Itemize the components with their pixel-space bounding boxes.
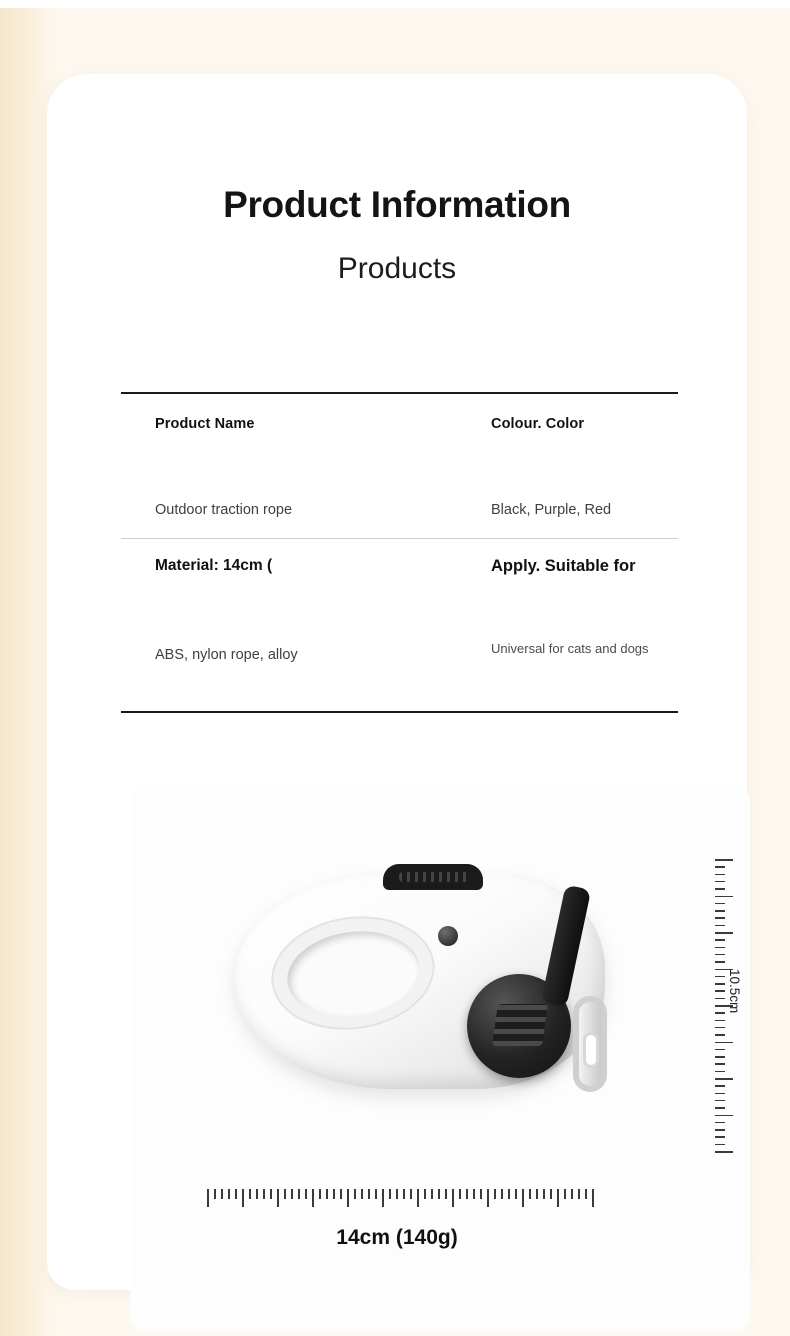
ruler-tick bbox=[571, 1189, 573, 1199]
ruler-tick bbox=[715, 1078, 733, 1080]
ruler-tick bbox=[715, 1115, 733, 1117]
cell-colour-value: Black, Purple, Red bbox=[491, 502, 612, 518]
ruler-tick bbox=[459, 1189, 461, 1199]
table-row-values-1 bbox=[121, 460, 678, 538]
ruler-tick bbox=[347, 1189, 349, 1207]
ruler-tick bbox=[382, 1189, 384, 1207]
ruler-tick bbox=[291, 1189, 293, 1199]
cell-product-name-header: Product Name bbox=[155, 416, 255, 432]
ruler-tick bbox=[715, 1049, 725, 1051]
ruler-tick bbox=[431, 1189, 433, 1199]
ruler-tick bbox=[256, 1189, 258, 1199]
ruler-tick bbox=[473, 1189, 475, 1199]
ruler-tick bbox=[585, 1189, 587, 1199]
ruler-tick bbox=[312, 1189, 314, 1207]
ruler-tick bbox=[480, 1189, 482, 1199]
product-illustration bbox=[130, 804, 750, 1164]
ruler-tick bbox=[715, 1056, 725, 1058]
ruler-tick bbox=[529, 1189, 531, 1199]
ruler-tick bbox=[715, 917, 725, 919]
ruler-tick bbox=[715, 1122, 725, 1124]
ruler-tick bbox=[715, 1012, 725, 1014]
ruler-tick bbox=[715, 859, 733, 861]
ruler-tick bbox=[305, 1189, 307, 1199]
table-row-headers-1 bbox=[121, 394, 678, 460]
cell-apply-value: Universal for cats and dogs bbox=[491, 641, 649, 656]
ruler-tick bbox=[564, 1189, 566, 1199]
ruler-tick bbox=[277, 1189, 279, 1207]
ruler-tick bbox=[242, 1189, 244, 1207]
ruler-tick bbox=[715, 1129, 725, 1131]
cell-product-name-value: Outdoor traction rope bbox=[155, 502, 293, 518]
ruler-tick bbox=[354, 1189, 356, 1199]
ruler-tick bbox=[361, 1189, 363, 1199]
retractable-leash-graphic bbox=[235, 864, 655, 1114]
ruler-tick bbox=[715, 1100, 725, 1102]
ruler-tick bbox=[445, 1189, 447, 1199]
ruler-tick bbox=[207, 1189, 209, 1207]
ruler-tick bbox=[715, 1071, 725, 1073]
product-dimension-label: 14cm (140g) bbox=[336, 1226, 458, 1249]
ruler-tick bbox=[424, 1189, 426, 1199]
ruler-tick bbox=[715, 1027, 725, 1029]
ruler-tick bbox=[536, 1189, 538, 1199]
ruler-tick bbox=[715, 998, 725, 1000]
ruler-tick bbox=[375, 1189, 377, 1199]
ruler-tick bbox=[396, 1189, 398, 1199]
table-rule-bottom bbox=[121, 711, 678, 713]
ruler-tick bbox=[715, 896, 733, 898]
ruler-tick bbox=[715, 881, 725, 883]
ruler-tick bbox=[410, 1189, 412, 1199]
cell-material-value: ABS, nylon rope, alloy bbox=[155, 647, 298, 663]
ruler-tick bbox=[368, 1189, 370, 1199]
ruler-tick bbox=[319, 1189, 321, 1199]
ruler-tick bbox=[715, 1085, 725, 1087]
ruler-tick bbox=[326, 1189, 328, 1199]
ruler-tick bbox=[284, 1189, 286, 1199]
ruler-tick bbox=[487, 1189, 489, 1207]
ruler-tick bbox=[715, 1151, 733, 1153]
ruler-tick bbox=[715, 1034, 725, 1036]
ruler-tick bbox=[715, 976, 725, 978]
page-title: Product Information bbox=[223, 184, 571, 225]
ruler-tick bbox=[389, 1189, 391, 1199]
ruler-tick bbox=[715, 954, 725, 956]
ruler-tick bbox=[715, 1042, 733, 1044]
ruler-tick bbox=[715, 1144, 725, 1146]
ruler-tick bbox=[249, 1189, 251, 1199]
ruler-tick bbox=[715, 925, 725, 927]
table-row-values-2 bbox=[121, 611, 678, 711]
ruler-tick bbox=[508, 1189, 510, 1199]
cell-apply-header: Apply. Suitable for bbox=[491, 557, 636, 575]
ruler-tick bbox=[214, 1189, 216, 1199]
horizontal-ruler bbox=[207, 1189, 597, 1217]
ruler-tick bbox=[578, 1189, 580, 1199]
ruler-tick bbox=[715, 1063, 725, 1065]
ruler-tick bbox=[298, 1189, 300, 1199]
ruler-tick bbox=[715, 1020, 725, 1022]
ruler-tick bbox=[501, 1189, 503, 1199]
ruler-tick bbox=[715, 939, 725, 941]
ruler-tick bbox=[543, 1189, 545, 1199]
ruler-tick bbox=[522, 1189, 524, 1207]
ruler-tick bbox=[715, 888, 725, 890]
ruler-tick bbox=[715, 932, 733, 934]
ruler-tick bbox=[340, 1189, 342, 1199]
leash-clip-inner bbox=[583, 1032, 599, 1068]
ruler-tick bbox=[263, 1189, 265, 1199]
ruler-tick bbox=[221, 1189, 223, 1199]
ruler-tick bbox=[592, 1189, 594, 1207]
ruler-tick bbox=[715, 1107, 725, 1109]
ruler-tick bbox=[550, 1189, 552, 1199]
ruler-tick bbox=[466, 1189, 468, 1199]
ruler-tick bbox=[715, 874, 725, 876]
ruler-tick bbox=[715, 961, 725, 963]
ruler-tick bbox=[515, 1189, 517, 1199]
ruler-tick bbox=[228, 1189, 230, 1199]
ruler-tick bbox=[235, 1189, 237, 1199]
ruler-tick bbox=[715, 947, 725, 949]
ruler-tick bbox=[715, 1093, 725, 1095]
ruler-tick bbox=[452, 1189, 454, 1207]
content-card bbox=[47, 74, 747, 1290]
cell-colour-header: Colour. Color bbox=[491, 416, 585, 432]
leash-lock-button-icon bbox=[438, 926, 458, 946]
spec-table bbox=[121, 392, 678, 713]
ruler-tick bbox=[270, 1189, 272, 1199]
ruler-tick bbox=[403, 1189, 405, 1199]
ruler-tick bbox=[438, 1189, 440, 1199]
table-row-headers-2 bbox=[121, 539, 678, 611]
ruler-tick bbox=[715, 983, 725, 985]
page-subtitle: Products bbox=[337, 252, 457, 285]
top-white-bar bbox=[0, 0, 790, 8]
vertical-dimension-label: 10.5cm bbox=[727, 969, 742, 1014]
ruler-tick bbox=[715, 903, 725, 905]
ruler-tick bbox=[715, 866, 725, 868]
ruler-tick bbox=[557, 1189, 559, 1207]
ruler-tick bbox=[494, 1189, 496, 1199]
ruler-tick bbox=[715, 910, 725, 912]
leash-top-grip bbox=[383, 864, 483, 890]
ruler-tick bbox=[715, 990, 725, 992]
ruler-tick bbox=[333, 1189, 335, 1199]
ruler-tick bbox=[417, 1189, 419, 1207]
ruler-tick bbox=[715, 1136, 725, 1138]
cell-material-header: Material: 14cm ( bbox=[155, 557, 273, 574]
